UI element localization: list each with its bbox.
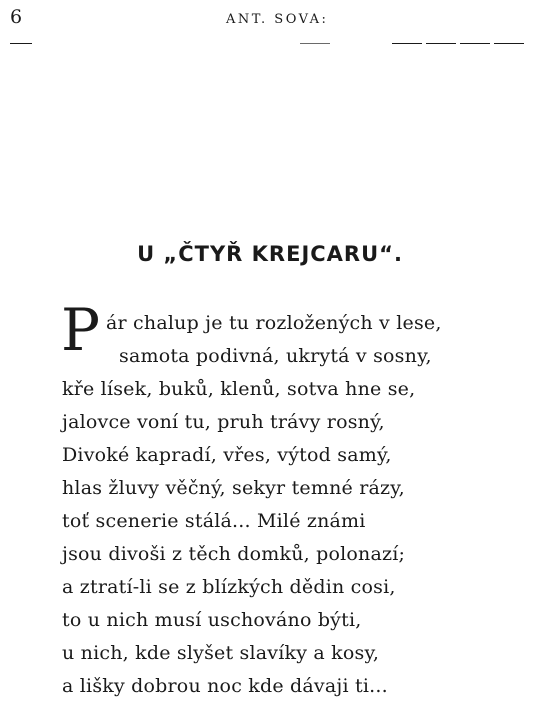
running-title: ANT. SOVA: xyxy=(226,12,329,27)
header-rule-right xyxy=(392,43,526,44)
poem-line-9: a ztratí-li se z blízkých dědin cosi, xyxy=(62,576,396,598)
poem-line-10: to u nich musí uschováno býti, xyxy=(62,609,362,631)
header-rule-left xyxy=(10,43,32,44)
poem-line-12: a lišky dobrou noc kde dávaji ti... xyxy=(62,675,388,697)
poem-line-4: jalovce voní tu, pruh trávy rosný, xyxy=(62,411,385,433)
poem-line-11: u nich, kde slyšet slavíky a kosy, xyxy=(62,642,380,664)
poem-line-7: toť scenerie stálá... Milé známi xyxy=(62,510,366,532)
poem-line-8: jsou divoši z těch domků, polonazí; xyxy=(62,543,406,565)
poem-line-3: kře lísek, buků, klenů, sotva hne se, xyxy=(62,378,416,400)
poem-title: U „ČTYŘ KREJCARU“. xyxy=(137,242,403,266)
poem-line-6: hlas žluvy věčný, sekyr temné rázy, xyxy=(62,477,405,499)
drop-cap: P xyxy=(61,296,101,364)
page-number: 6 xyxy=(10,6,23,28)
header-rule-mid xyxy=(300,43,330,44)
poem-line-2: samota podivná, ukrytá v sosny, xyxy=(119,345,432,367)
poem-line-1: ár chalup je tu rozložených v lese, xyxy=(106,312,442,334)
poem-line-5: Divoké kapradí, vřes, výtod samý, xyxy=(62,444,392,466)
